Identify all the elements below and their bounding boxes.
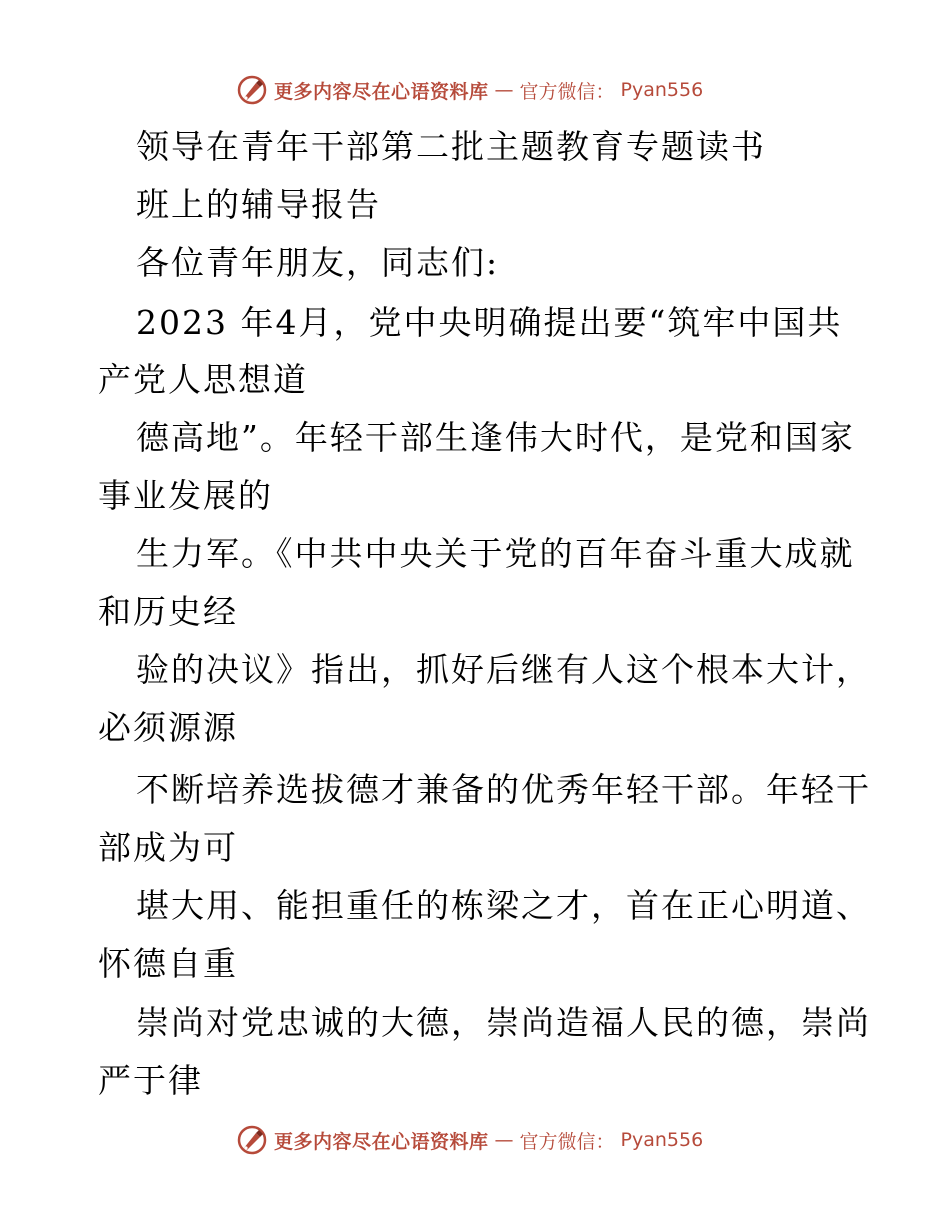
text-line: 事业发展的: [98, 476, 273, 515]
pen-nib-logo-icon: [236, 74, 268, 106]
watermark-official-label: 官方微信：: [519, 1130, 615, 1153]
text-line: 堪大用、能担重任的栋梁之才，首在正心明道、: [136, 886, 871, 925]
text-line: 崇尚对党忠诚的大德，崇尚造福人民的德，崇尚: [136, 1003, 871, 1042]
watermark-official-label: 官方微信：: [519, 80, 615, 103]
text-line: 验的决议》指出，抓好后继有人这个根本大计，: [136, 650, 871, 689]
text-line: 严于律: [98, 1061, 203, 1100]
text-line: 怀德自重: [98, 944, 238, 983]
text-line: 生力军。《中共中央关于党的百年奋斗重大成就: [136, 534, 855, 573]
text-line: 2023 年4月，党中央明确提出要“筑牢中国共: [136, 303, 843, 342]
text-line: 产党人思想道: [98, 360, 308, 399]
watermark-site-text: 更多内容尽在心语资料库: [274, 1130, 489, 1153]
text-line: 各位青年朋友，同志们:: [136, 243, 500, 282]
text-line: 必须源源: [98, 708, 238, 747]
watermark-wechat-id: Pyan556: [620, 1129, 704, 1151]
watermark-wechat-id: Pyan556: [620, 79, 704, 101]
text-line: 班上的辅导报告: [136, 185, 381, 224]
text-line: 德高地”。年轻干部生逢伟大时代，是党和国家: [136, 418, 855, 457]
watermark-separator: —: [494, 79, 514, 101]
footer-watermark: [236, 1122, 703, 1158]
pen-nib-logo-icon: [236, 1124, 268, 1156]
text-line: 部成为可: [98, 828, 238, 867]
watermark-separator: —: [494, 1129, 514, 1151]
text-line: 领导在青年干部第二批主题教育专题读书: [136, 127, 766, 166]
watermark-site-text: 更多内容尽在心语资料库: [274, 80, 489, 103]
text-line: 和历史经: [98, 592, 238, 631]
header-watermark: [236, 72, 703, 108]
text-line: 不断培养选拔德才兼备的优秀年轻干部。年轻干: [136, 770, 871, 809]
